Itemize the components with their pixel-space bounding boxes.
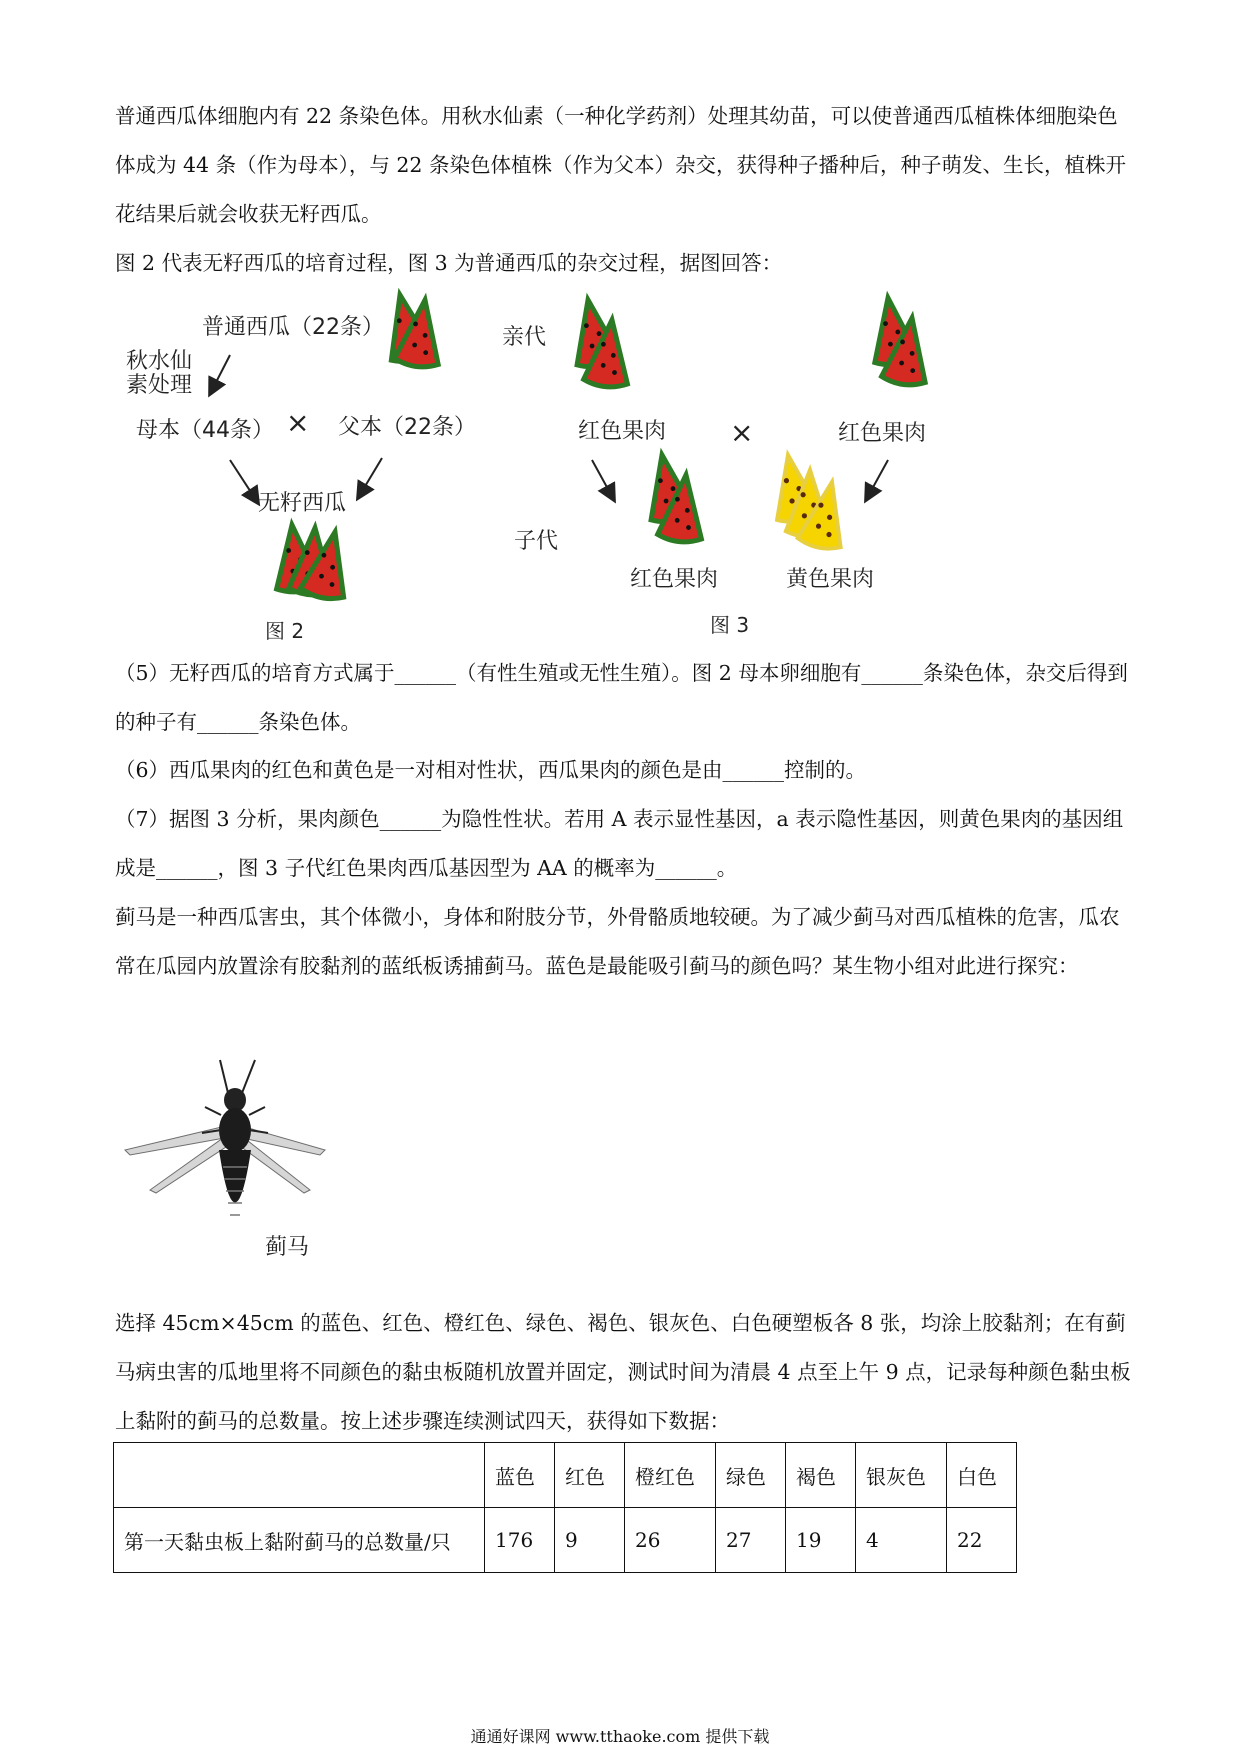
value-cell-brown: 19: [786, 1508, 856, 1573]
data-table: [113, 1442, 1017, 1573]
fig2-treatment-line2: 素处理: [126, 373, 193, 398]
thrips-label: 蓟马: [265, 1235, 310, 1260]
value-cell-blue: 176: [485, 1508, 555, 1573]
header-cell-empty: [114, 1443, 485, 1508]
header-cell-orange-red: 橙红色: [625, 1443, 716, 1508]
fig2-caption: 图 2: [265, 619, 305, 643]
header-cell-red: 红色: [555, 1443, 625, 1508]
ordinary-watermelon-image: [378, 290, 446, 369]
table-header-row: [114, 1443, 1017, 1508]
value-cell-green: 27: [716, 1508, 786, 1573]
fig3-offspring-label: 子代: [514, 529, 559, 554]
fig2-treatment-line1: 秋水仙: [126, 349, 193, 374]
fig3-cross-symbol: ×: [730, 416, 754, 449]
fig3-parent-right-label: 红色果肉: [838, 421, 927, 446]
parent-left-watermelon-image: [566, 296, 634, 389]
page-footer: 通通好课网 www.tthaoke.com 提供下载: [470, 1727, 770, 1746]
fig3-parent-label: 亲代: [502, 325, 547, 350]
method-paragraph: 选择 45cm×45cm 的蓝色、红色、橙红色、绿色、褐色、银灰色、白色硬塑板各 8 张，均涂上胶黏剂；在有蓟马病虫害的瓜地里将不同颜色的黏虫板随机放置并固定，测试时间为清晨 4 点至上午 9 点，记录每种颜色黏虫板上黏附的蓟马的总数量。按上述步骤连续测试四天，获得如下数据：: [115, 1311, 1131, 1433]
parent-right-arrow: [866, 460, 888, 500]
header-cell-green: 绿色: [716, 1443, 786, 1508]
thrips-image: [120, 1055, 340, 1255]
intro-paragraph: 普通西瓜体细胞内有 22 条染色体。用秋水仙素（一种化学药剂）处理其幼苗，可以使普通西瓜植株体细胞染色体成为 44 条（作为母本），与 22 条染色体植株（作为父本）杂交，获得种子播种后，种子萌发、生长，植株开花结果后就会收获无籽西瓜。: [115, 104, 1126, 226]
value-cell-white: 22: [947, 1508, 1017, 1573]
thrips-intro-paragraph: 蓟马是一种西瓜害虫，其个体微小，身体和附肢分节，外骨骼质地较硬。为了减少蓟马对西瓜植株的危害，瓜农常在瓜园内放置涂有胶黏剂的蓝纸板诱捕蓟马。蓝色是最能吸引蓟马的颜色吗？某生物小组对此进行探究：: [115, 905, 1120, 978]
value-cell-orange-red: 26: [625, 1508, 716, 1573]
fig3-caption: 图 3: [710, 613, 750, 637]
fig2-cross-symbol: ×: [286, 406, 310, 439]
fig2-seedless-label: 无籽西瓜: [258, 491, 347, 516]
fig3-child-red-label: 红色果肉: [630, 567, 719, 592]
question-5: （5）无籽西瓜的培育方式属于______（有性生殖或无性生殖）。图 2 母本卵细胞有______条染色体，杂交后得到的种子有______条染色体。: [115, 661, 1128, 734]
question-6: （6）西瓜果肉的红色和黄色是一对相对性状，西瓜果肉的颜色是由______控制的。: [115, 758, 867, 782]
table-row: [114, 1508, 1017, 1573]
fig3-child-yellow-label: 黄色果肉: [786, 567, 875, 592]
fig3-parent-left-label: 红色果肉: [578, 419, 667, 444]
parent-right-watermelon-image: [866, 295, 934, 387]
fig2-treatment-label: [126, 350, 192, 398]
fig2-mother-label: 母本（44条）: [136, 418, 274, 443]
treatment-arrow: [210, 355, 230, 394]
header-cell-white: 白色: [947, 1443, 1017, 1508]
header-cell-blue: 蓝色: [485, 1443, 555, 1508]
value-cell-silver-gray: 4: [856, 1508, 947, 1573]
fig2-ordinary-label: 普通西瓜（22条）: [202, 315, 384, 340]
row-label-cell: 第一天黏虫板上黏附蓟马的总数量/只: [114, 1508, 485, 1573]
mother-arrow: [230, 460, 258, 503]
fig2-father-label: 父本（22条）: [338, 415, 476, 440]
question-7: （7）据图 3 分析，果肉颜色______为隐性性状。若用 A 表示显性基因，a 表示隐性基因，则黄色果肉的基因组成是______，图 3 子代红色果肉西瓜基因型为 AA 的概率为______。: [115, 807, 1124, 880]
seedless-watermelon-image: [270, 523, 356, 602]
value-cell-red: 9: [555, 1508, 625, 1573]
father-arrow: [358, 458, 382, 498]
figure-intro-paragraph: 图 2 代表无籽西瓜的培育过程，图 3 为普通西瓜的杂交过程，据图回答：: [115, 251, 783, 275]
header-cell-silver-gray: 银灰色: [856, 1443, 947, 1508]
child-red-watermelon-image: [640, 451, 708, 544]
header-cell-brown: 褐色: [786, 1443, 856, 1508]
figures-artwork: [0, 0, 1240, 660]
child-yellow-watermelon-image: [766, 451, 853, 552]
parent-left-arrow: [592, 460, 614, 500]
